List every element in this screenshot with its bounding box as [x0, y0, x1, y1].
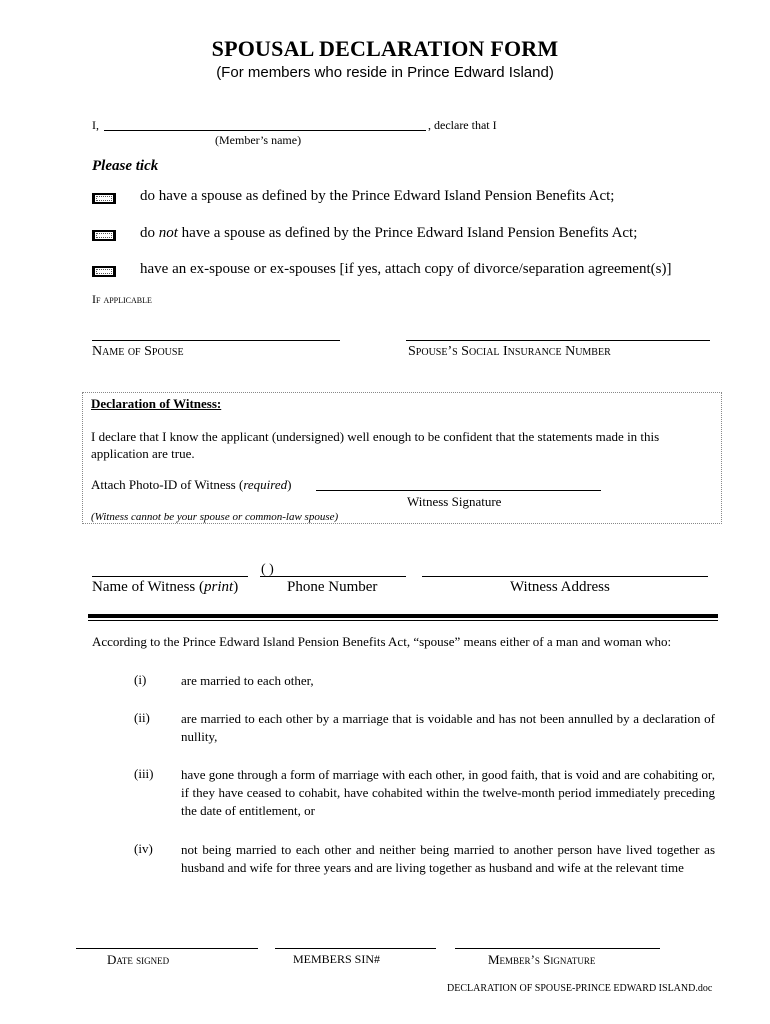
witness-signature-label: Witness Signature [407, 494, 502, 509]
member-name-field[interactable] [104, 130, 426, 131]
spouse-sin-field[interactable] [406, 340, 710, 341]
witness-address-field[interactable] [422, 576, 708, 577]
page-subtitle: (For members who reside in Prince Edward Island) [216, 64, 554, 81]
witness-phone-label: Phone Number [287, 579, 378, 595]
spouse-name-label: Name of Spouse [92, 344, 184, 359]
witness-statement: I declare that I know the applicant (undersigned) well enough to be confident that the statements made in this application are true. [91, 429, 660, 461]
definition-intro: According to the Prince Edward Island Pension Benefits Act, “spouse” means either of a man and woman who: [92, 634, 672, 649]
spouse-sin-label: Spouse’s Social Insurance Number [408, 344, 611, 359]
date-signed-field[interactable] [76, 948, 258, 949]
document-filename: DECLARATION OF SPOUSE-PRINCE EDWARD ISLAND.doc [447, 983, 713, 994]
witness-note: (Witness cannot be your spouse or common-law spouse) [91, 511, 339, 523]
checkbox-have-spouse[interactable] [92, 193, 116, 204]
option-ex-spouse-label: have an ex-spouse or ex-spouses [if yes, attach copy of divorce/separation agreement(s)] [140, 261, 672, 277]
members-sin-field[interactable] [275, 948, 436, 949]
page-title: SPOUSAL DECLARATION FORM [211, 36, 559, 61]
member-name-caption: (Member’s name) [215, 133, 302, 147]
tick-heading: Please tick [92, 158, 159, 174]
if-applicable-label: If applicable [92, 292, 152, 306]
declaration-prefix: I, [92, 118, 99, 132]
witness-name-field[interactable] [92, 576, 248, 577]
member-signature-label: Member’s Signature [488, 952, 596, 967]
definition-item-num: (iii) [134, 766, 154, 781]
phone-area-parens: ( ) [261, 562, 274, 577]
witness-address-label: Witness Address [510, 579, 610, 595]
members-sin-label: MEMBERS SIN# [293, 952, 381, 966]
witness-phone-field[interactable] [260, 576, 406, 577]
section-divider-thin [88, 620, 718, 621]
witness-name-label: Name of Witness (print) [92, 579, 239, 595]
member-signature-field[interactable] [455, 948, 660, 949]
definition-item-text: not being married to each other and neither being married to another person have lived together as husband and wife for three years and are living together as husband and wife at the relevant time [181, 842, 715, 875]
spouse-name-field[interactable] [92, 340, 340, 341]
photo-id-label: Attach Photo-ID of Witness (required) [91, 477, 292, 492]
witness-signature-field[interactable] [316, 490, 601, 491]
definition-item-num: (i) [134, 672, 147, 687]
definition-item-num: (ii) [134, 710, 150, 725]
option-no-spouse-label: do not have a spouse as defined by the Prince Edward Island Pension Benefits Act; [140, 225, 638, 241]
option-have-spouse-label: do have a spouse as defined by the Prince Edward Island Pension Benefits Act; [140, 188, 615, 204]
definition-item-text: are married to each other, [181, 673, 314, 688]
checkbox-ex-spouse[interactable] [92, 266, 116, 277]
definition-item-num: (iv) [134, 841, 153, 856]
section-divider-thick [88, 614, 718, 618]
witness-heading: Declaration of Witness: [91, 396, 222, 411]
declaration-suffix: , declare that I [428, 118, 497, 132]
definition-item-text: have gone through a form of marriage with each other, in good faith, that is void and are cohabiting or, if they have ceased to cohabit, have cohabited within the twelve-month period immediately preceding the date of entitlement, or [181, 767, 715, 818]
definition-item-text: are married to each other by a marriage that is voidable and has not been annulled by a declaration of nullity, [181, 711, 715, 744]
date-signed-label: Date signed [107, 952, 170, 967]
checkbox-no-spouse[interactable] [92, 230, 116, 241]
